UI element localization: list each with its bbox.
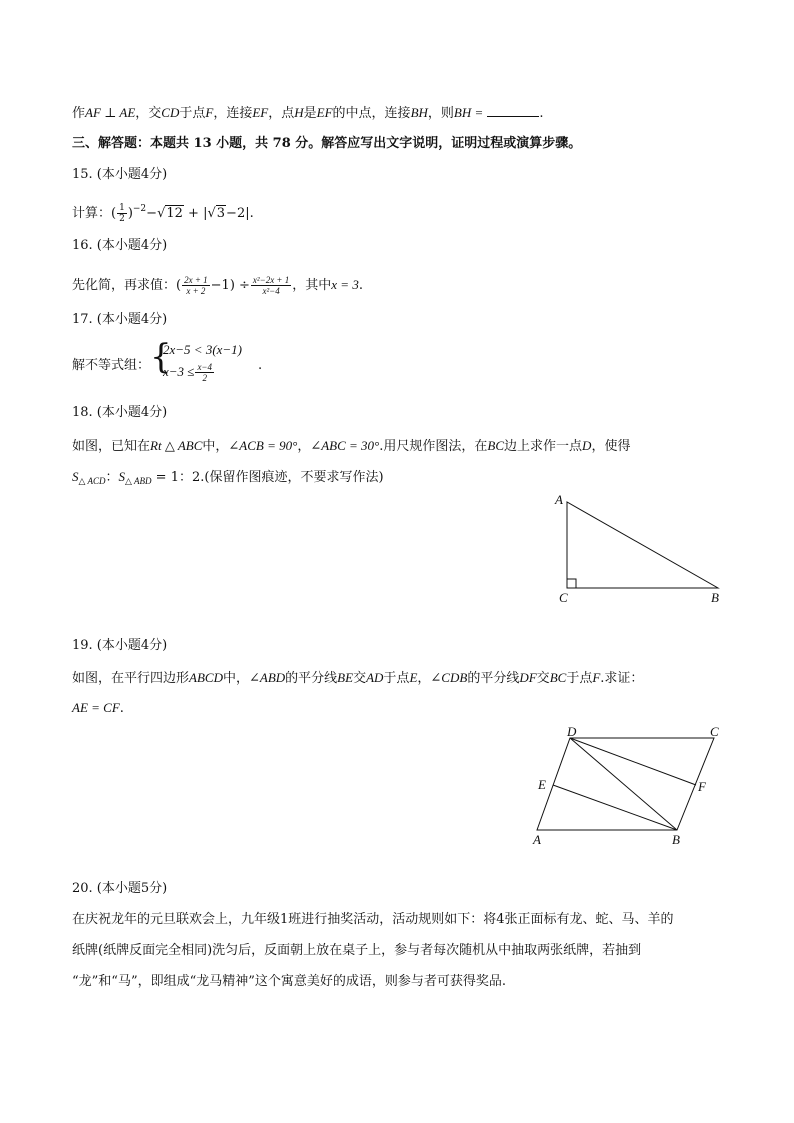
q18-line-1: 如图，已知在Rt △ ABC中，∠ACB = 90°，∠ABC = 30°.用尺规作图法，在BC边上求作一点D，使得 bbox=[72, 438, 631, 454]
q17-inequality-2: x−3 ≤ $\frac{x-4}{2}$ bbox=[163, 362, 213, 383]
label-e: E bbox=[538, 777, 546, 792]
q17-header: 17. (本小题4分) bbox=[72, 312, 168, 327]
right-angle-mark bbox=[567, 579, 576, 588]
parallelogram-figure bbox=[528, 722, 728, 848]
q18-line-2: $S_{\triangle ACD}$：$S_{\triangle ABD} = 1$：2.(保留作图痕迹，不要求写作法) bbox=[72, 469, 384, 486]
diagonal-bd bbox=[570, 738, 677, 830]
q15-expression: 计算：( $\frac{1}{2}$ )$^{-2}$−√12 + |√3−2|. bbox=[72, 203, 254, 224]
label-b: B bbox=[672, 832, 680, 847]
parallelogram-abcd bbox=[537, 738, 714, 830]
q18-header: 18. (本小题4分) bbox=[72, 405, 168, 420]
q20-line-1: 在庆祝龙年的元旦联欢会上，九年级1班进行抽奖活动，活动规则如下：将4张正面标有龙、蛇、马、羊的 bbox=[72, 912, 674, 927]
q19-header: 19. (本小题4分) bbox=[72, 638, 168, 653]
q15-header: 15. (本小题4分) bbox=[72, 167, 168, 182]
answer-blank[interactable] bbox=[487, 104, 539, 117]
label-f: F bbox=[698, 779, 706, 794]
segment-df bbox=[570, 738, 696, 785]
right-triangle-figure bbox=[540, 488, 740, 612]
q19-line-2: AE = CF. bbox=[72, 700, 124, 716]
q20-line-3: “龙”和“马”，即组成“龙马精神”这个寓意美好的成语，则参与者可获得奖品. bbox=[72, 974, 507, 989]
q17-inequality-1: 2x−5 < 3(x−1) bbox=[163, 342, 243, 357]
label-d: D bbox=[567, 724, 577, 739]
segment-be bbox=[553, 785, 677, 830]
label-c: C bbox=[559, 590, 568, 605]
q16-expression: 先化简，再求值：( $\frac{2x + 1}{x + 2}$ −1) ÷ $\frac{\text{x²−2x + 1}}{\text{x²−4}}$ ，其中x = 3. bbox=[72, 275, 363, 296]
q20-line-2: 纸牌(纸牌反面完全相同)洗匀后，反面朝上放在桌子上，参与者每次随机从中抽取两张纸牌，若抽到 bbox=[72, 943, 642, 958]
q16-header: 16. (本小题4分) bbox=[72, 238, 168, 253]
q17-end: . bbox=[258, 358, 263, 373]
label-a: A bbox=[555, 492, 563, 507]
q20-header: 20. (本小题5分) bbox=[72, 881, 168, 896]
label-a: A bbox=[533, 832, 541, 847]
triangle-abc bbox=[567, 502, 718, 588]
q17-prefix: 解不等式组： bbox=[72, 358, 151, 373]
intro-line: 作AF ⊥ AE，交CD于点F，连接EF，点H是EF的中点，连接BH，则BH = . bbox=[72, 105, 544, 121]
label-b: B bbox=[711, 590, 719, 605]
label-c: C bbox=[710, 724, 719, 739]
system-brace: { bbox=[150, 337, 172, 377]
q19-line-1: 如图，在平行四边形ABCD中，∠ABD的平分线BE交AD于点E，∠CDB的平分线DF交BC于点F.求证： bbox=[72, 670, 644, 686]
section-heading: 三、解答题：本题共 13 小题，共 78 分。解答应写出文字说明，证明过程或演算步骤。 bbox=[72, 136, 582, 151]
